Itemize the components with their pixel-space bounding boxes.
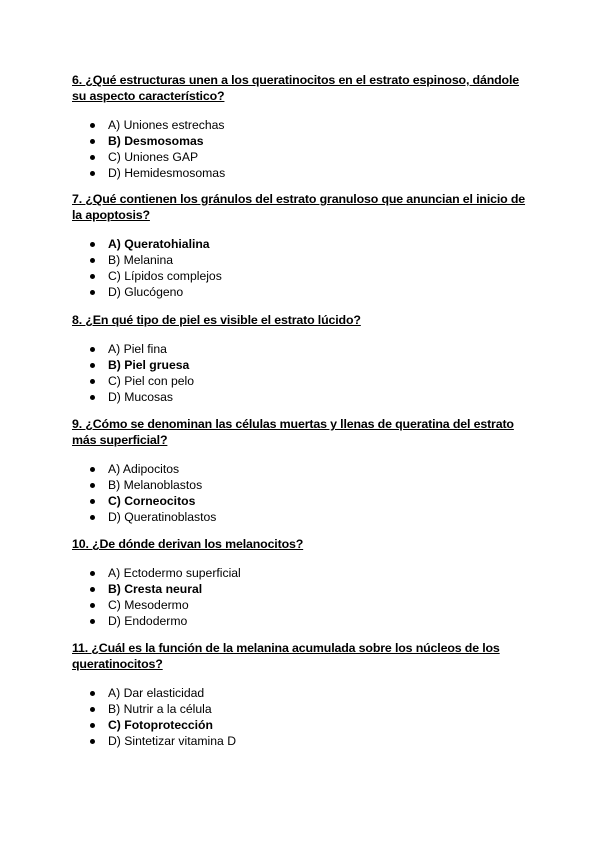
bullet-icon	[90, 258, 95, 263]
option-b: B) Melanina	[72, 252, 532, 268]
option-a: A) Uniones estrechas	[72, 117, 532, 133]
bullet-icon	[90, 347, 95, 352]
option-c-correct: C) Fotoprotección	[72, 717, 532, 733]
bullet-icon	[90, 571, 95, 576]
question-9	[72, 416, 532, 525]
question-10	[72, 536, 532, 629]
question-title: 9. ¿Cómo se denominan las células muertas y llenas de queratina del estrato más superficial?	[72, 417, 514, 447]
option-d: D) Endodermo	[72, 613, 532, 629]
option-b-correct: B) Cresta neural	[72, 581, 532, 597]
bullet-icon	[90, 290, 95, 295]
question-8	[72, 312, 532, 405]
options-list	[72, 461, 532, 525]
bullet-icon	[90, 467, 95, 472]
option-c: C) Uniones GAP	[72, 149, 532, 165]
bullet-icon	[90, 242, 95, 247]
options-list	[72, 341, 532, 405]
question-title: 6. ¿Qué estructuras unen a los queratinocitos en el estrato espinoso, dándole su aspecto característico?	[72, 73, 520, 103]
bullet-icon	[90, 603, 95, 608]
options-list	[72, 685, 532, 749]
option-b: B) Melanoblastos	[72, 477, 532, 493]
question-title: 11. ¿Cuál es la función de la melanina acumulada sobre los núcleos de los queratinocitos?	[72, 641, 500, 671]
bullet-icon	[90, 515, 95, 520]
question-7	[72, 191, 532, 300]
options-list	[72, 565, 532, 629]
options-list	[72, 117, 532, 181]
options-list	[72, 236, 532, 300]
bullet-icon	[90, 707, 95, 712]
bullet-icon	[90, 123, 95, 128]
option-d: D) Queratinoblastos	[72, 509, 532, 525]
option-c-correct: C) Corneocitos	[72, 493, 532, 509]
bullet-icon	[90, 139, 95, 144]
question-title: 10. ¿De dónde derivan los melanocitos?	[72, 537, 304, 551]
option-d: D) Sintetizar vitamina D	[72, 733, 532, 749]
question-title: 8. ¿En qué tipo de piel es visible el estrato lúcido?	[72, 313, 361, 327]
bullet-icon	[90, 379, 95, 384]
question-title: 7. ¿Qué contienen los gránulos del estrato granuloso que anuncian el inicio de la apoptosis?	[72, 192, 526, 222]
option-d: D) Hemidesmosomas	[72, 165, 532, 181]
bullet-icon	[90, 619, 95, 624]
bullet-icon	[90, 395, 95, 400]
option-a: A) Dar elasticidad	[72, 685, 532, 701]
bullet-icon	[90, 274, 95, 279]
question-6	[72, 72, 532, 181]
bullet-icon	[90, 171, 95, 176]
option-c: C) Piel con pelo	[72, 373, 532, 389]
question-11	[72, 640, 532, 749]
bullet-icon	[90, 363, 95, 368]
bullet-icon	[90, 499, 95, 504]
bullet-icon	[90, 483, 95, 488]
option-b-correct: B) Desmosomas	[72, 133, 532, 149]
option-a: A) Ectodermo superficial	[72, 565, 532, 581]
option-c: C) Mesodermo	[72, 597, 532, 613]
option-a: A) Piel fina	[72, 341, 532, 357]
option-a: A) Adipocitos	[72, 461, 532, 477]
option-a-correct: A) Queratohialina	[72, 236, 532, 252]
bullet-icon	[90, 739, 95, 744]
option-c: C) Lípidos complejos	[72, 268, 532, 284]
bullet-icon	[90, 691, 95, 696]
option-b: B) Nutrir a la célula	[72, 701, 532, 717]
bullet-icon	[90, 155, 95, 160]
option-d: D) Mucosas	[72, 389, 532, 405]
option-d: D) Glucógeno	[72, 284, 532, 300]
bullet-icon	[90, 587, 95, 592]
option-b-correct: B) Piel gruesa	[72, 357, 532, 373]
bullet-icon	[90, 723, 95, 728]
